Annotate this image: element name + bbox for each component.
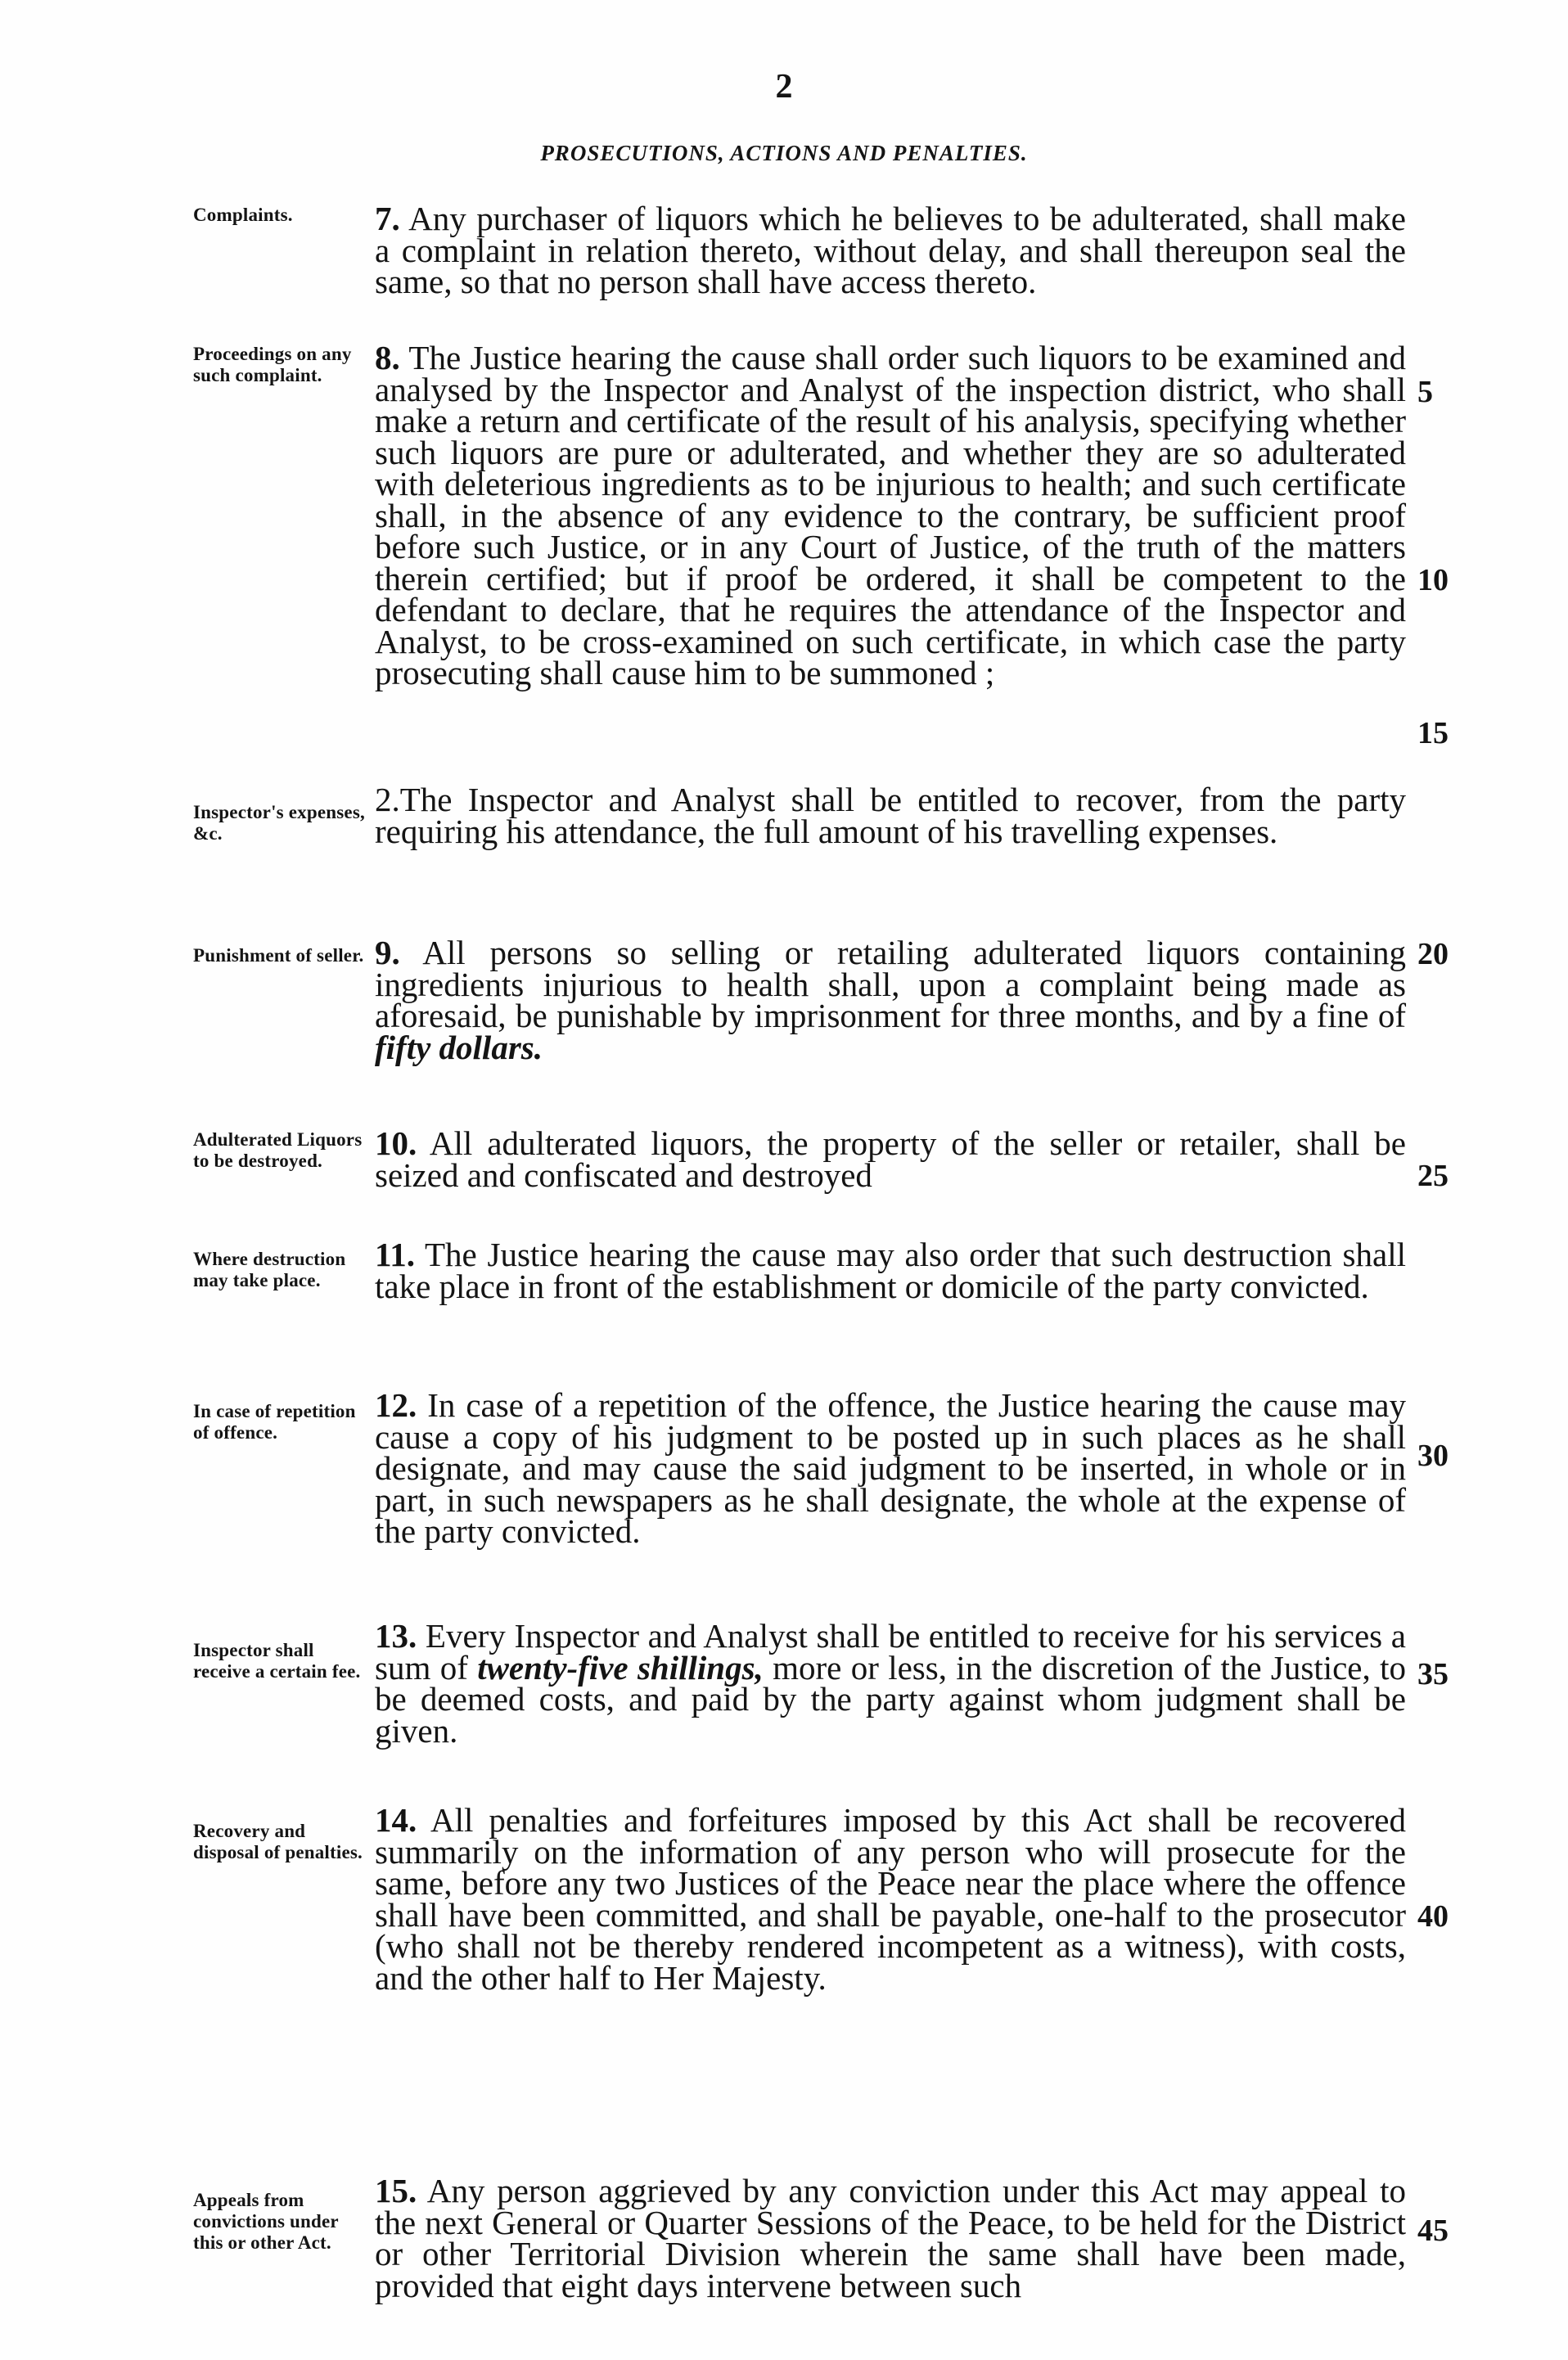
margin-note: Complaints. [193,205,293,225]
line-number: 25 [1417,1159,1449,1193]
section-body: All adulterated liquors, the property of the seller or retailer, shall be seized and confiscated and destroyed [375,1124,1406,1194]
margin-note: Inspector shall receive a certain fee. [193,1640,361,1682]
margin-note: Recovery and disposal of penalties. [193,1821,363,1862]
section-number: 10. [375,1124,417,1162]
margin-note: Punishment of seller. [193,945,364,966]
section-text [375,200,1406,300]
margin-note: Where destruction may take place. [193,1249,346,1290]
page-number: 2 [775,68,793,106]
section-text [375,1801,1406,1997]
section-text [375,2172,1406,2304]
section-body: Every Inspector and Analyst shall be entitled to receive for his services a sum of [375,1617,1406,1687]
section-number: 9. [375,934,400,971]
margin-note: Proceedings on any such complaint. [193,344,352,385]
section-number: 2. [375,781,400,818]
section-body: The Justice hearing the cause shall order such liquors to be examined and analysed by the Inspector and Analyst of the inspection district, who shall make a return and certificate of the result of his analysis, specifying whether such liquors are pure or adulterated, and whether they are so adulterated with deleterious ingredients as to be injurious to health; and such certificate shall, in the absence of any evidence to the contrary, be sufficient proof before such Justice, or in any Court of Justice, of the truth of the matters therein certified; but if proof be ordered, it shall be competent to the defendant to declare, that he requires the attendance of the Inspector and Analyst, to be cross-examined on such certificate, in which case the party prosecuting shall cause him to be summoned ; [375,339,1406,691]
section-number: 7. [375,200,400,237]
section-body: The Inspector and Analyst shall be entitled to recover, from the party requiring his attendance, the full amount of his travelling expenses. [375,781,1406,850]
section-text [375,1236,1406,1305]
line-number: 45 [1417,2214,1449,2248]
section-text [375,1617,1406,1750]
section-number: 12. [375,1386,417,1424]
running-head: PROSECUTIONS, ACTIONS AND PENALTIES. [540,141,1028,165]
section-body: In case of a repetition of the offence, the Justice hearing the cause may cause a copy of his judgment to be posted up in such places as he shall designate, and may cause the said judgment to be inserted, in whole or in part, in such newspapers as he shall designate, the whole at the expense of the party convicted. [375,1386,1406,1550]
section-text [375,1386,1406,1550]
section-body: Any purchaser of liquors which he believes to be adulterated, shall make a complaint in relation thereto, without delay, and shall thereupon seal the same, so that no person shall have access thereto. [375,200,1406,300]
section-number: 14. [375,1801,417,1839]
section-number: 15. [375,2172,417,2209]
section-text [375,1124,1406,1194]
section-body: All persons so selling or retailing adulterated liquors containing ingredients injurious to health shall, upon a complaint being made as aforesaid, be punishable by imprisonment for three months, and by a fine of [375,934,1406,1034]
section-body: The Justice hearing the cause may also order that such destruction shall take place in front of the establishment or domicile of the party convicted. [375,1236,1406,1305]
line-number: 15 [1417,716,1449,750]
section-body-continued: more or less, in the discretion of the Justice, to be deemed costs, and paid by the party against whom judgment shall be given. [375,1648,1406,1750]
section-body: Any person aggrieved by any conviction under this Act may appeal to the next General or Quarter Sessions of the Peace, to be held for the District or other Territorial Division wherein the same shall have been made, provided that eight days intervene between such [375,2172,1406,2304]
section-number: 13. [375,1617,417,1655]
fine-amount: fifty dollars. [375,1028,543,1066]
section-text [375,781,1406,850]
margin-note: In case of repetition of offence. [193,1401,356,1443]
margin-note: Appeals from convictions under this or other Act. [193,2190,339,2253]
fee-amount: twenty-five shillings, [477,1648,764,1687]
line-number: 40 [1417,1899,1449,1934]
section-body: All penalties and forfeitures imposed by this Act shall be recovered summarily on the information of any person who will prosecute for the same, before any two Justices of the Peace near the place where the offence shall have been committed, and shall be payable, one-half to the prosecutor (who shall not be thereby rendered incompetent as a witness), with costs, and the other half to Her Majesty. [375,1801,1406,1997]
line-number: 30 [1417,1439,1449,1473]
margin-note: Inspector's expenses, &c. [193,802,365,844]
section-number: 8. [375,339,400,376]
line-number: 35 [1417,1657,1449,1691]
section-number: 11. [375,1236,415,1273]
line-number: 20 [1417,937,1449,971]
line-number: 5 [1417,375,1433,409]
section-text [375,934,1406,1066]
margin-note: Adulterated Liquors to be destroyed. [193,1129,363,1171]
section-text [375,339,1406,691]
line-number: 10 [1417,563,1449,597]
